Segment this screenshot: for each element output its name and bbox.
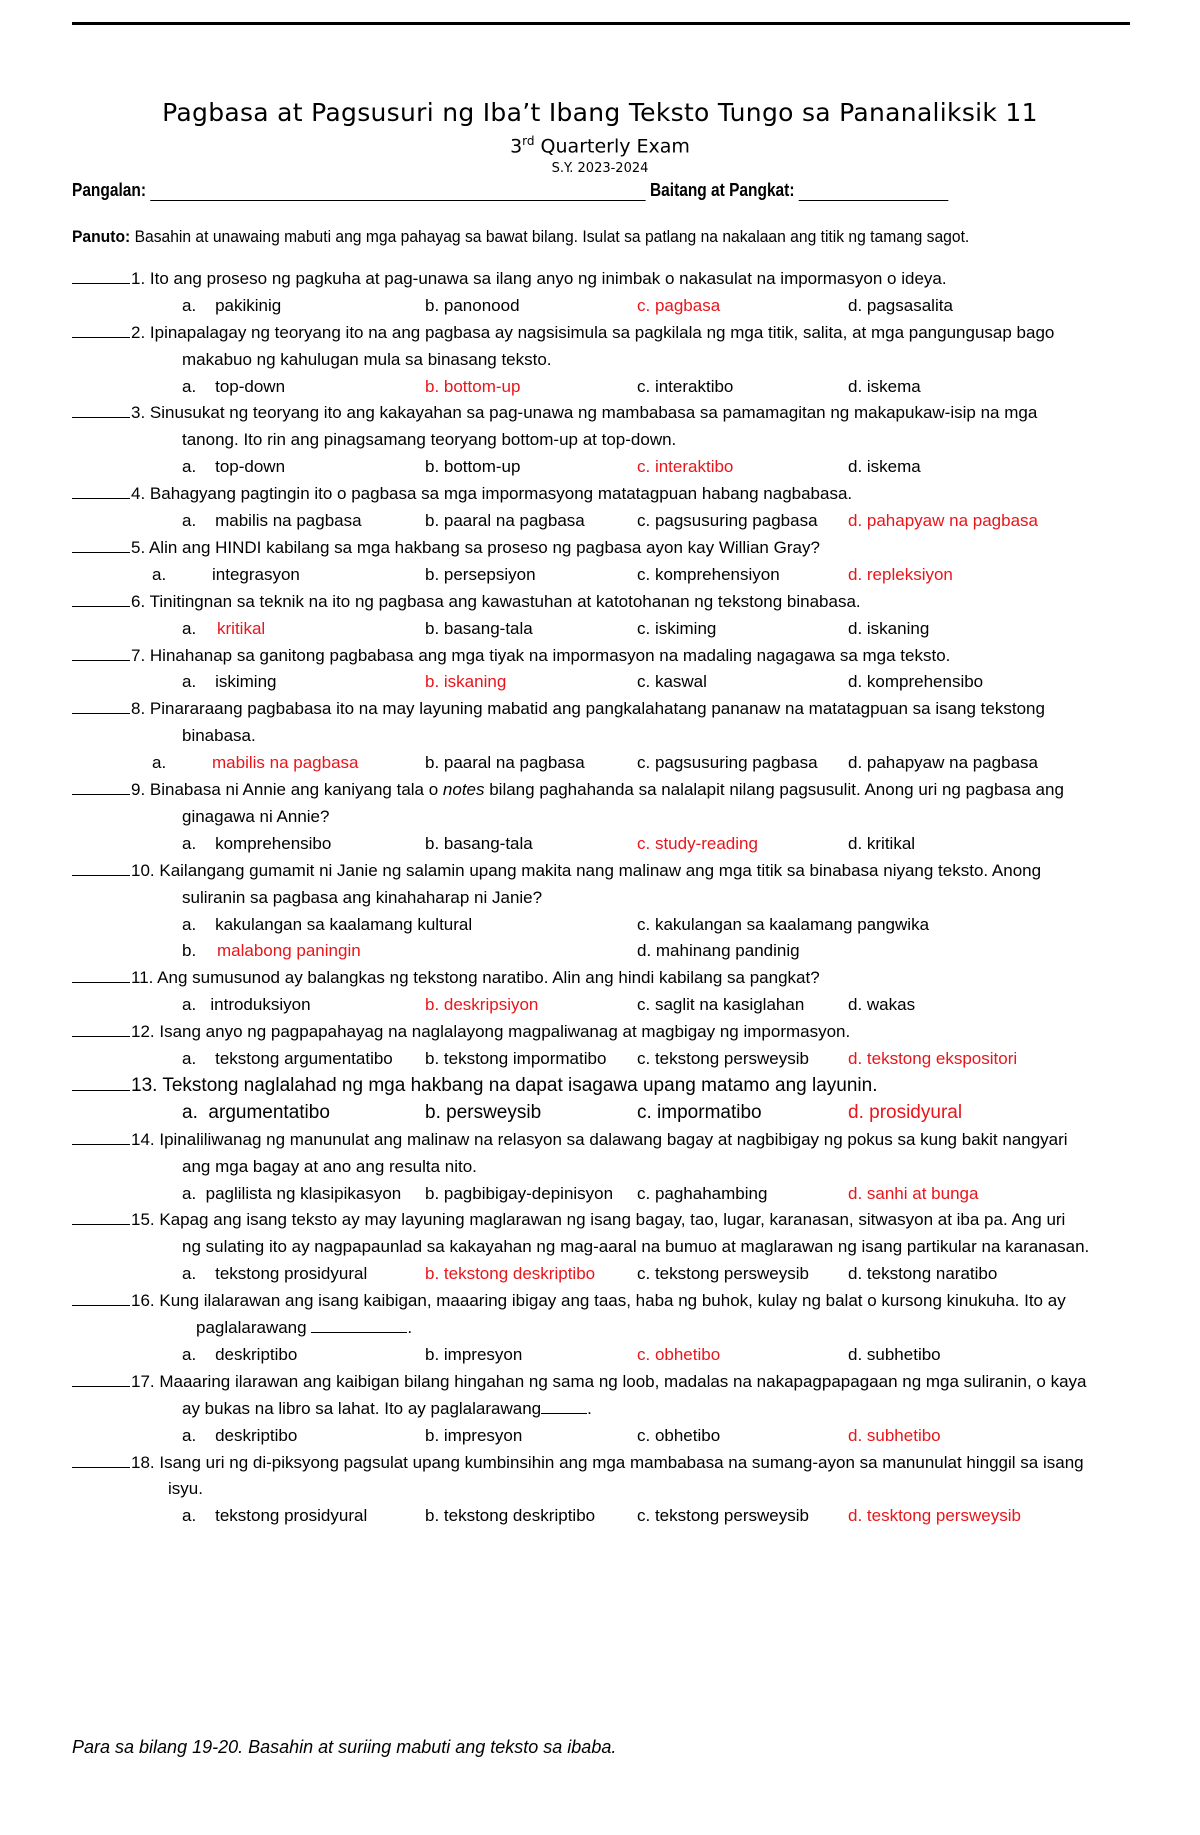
option-b-letter: b. [182, 941, 197, 961]
instructions [72, 224, 1045, 251]
question-5: 5. Alin ang HINDI kabilang sa mga hakbang sa proseso ng pagbasa ayon kay Willian Gray? [72, 535, 1130, 562]
option-d: d. komprehensibo [848, 672, 984, 692]
option-d: d. pahapyaw na pagbasa [848, 753, 1038, 773]
option-b: b. persepsiyon [425, 564, 536, 584]
question-1: 1. Ito ang proseso ng pagkuha at pag-unawa sa ilang anyo ng inimbak o nakasulat na impormasyon o ideya. [72, 266, 1130, 293]
question-10: 10. Kailangang gumamit ni Janie ng salamin upang makita nang malinaw ang mga titik sa binabasa niyang teksto. Anong suliranin sa pagbasa ang kinahaharap ni Janie? [72, 858, 1130, 912]
answer-blank[interactable] [72, 1451, 130, 1468]
option-d-correct: d. sanhi at bunga [848, 1183, 979, 1203]
option-c: c. kakulangan sa kaalamang pangwika [637, 914, 930, 934]
option-c: c. impormatibo [637, 1101, 762, 1123]
answer-blank[interactable] [72, 966, 130, 983]
question-14: 14. Ipinaliliwanag ng manunulat ang malinaw na relasyon sa dalawang bagay at nagbibigay ng pokus sa kung bakit nangyari ang mga bagay at ano ang resulta nito. [72, 1127, 1130, 1181]
answer-blank[interactable] [72, 267, 130, 284]
option-a: a. kakulangan sa kaalamang kultural [182, 914, 473, 934]
option-a: a. top-down [182, 376, 286, 396]
option-c: c. pagsusuring pagbasa [637, 511, 818, 531]
option-c: c. komprehensiyon [637, 564, 780, 584]
options-12 [72, 1046, 1130, 1073]
option-c: c. tekstong persweysib [637, 1264, 809, 1284]
option-d-correct: d. pahapyaw na pagbasa [848, 511, 1038, 531]
options-1 [72, 293, 1130, 320]
question-2: 2. Ipinapalagay ng teoryang ito na ang pagbasa ay nagsisimula sa pagkilala ng mga titik, salita, at mga pangungusap bago makabuo ng kahulugan mula sa binasang teksto. [72, 320, 1130, 374]
option-c-correct: c. study-reading [637, 833, 758, 853]
option-b: b. tekstong deskriptibo [425, 1506, 596, 1526]
option-c: c. tekstong persweysib [637, 1506, 809, 1526]
option-d: d. iskaning [848, 618, 930, 638]
option-a-letter: a. [182, 618, 197, 638]
option-b: b. impresyon [425, 1425, 523, 1445]
grade-blank[interactable] [799, 182, 949, 201]
option-a-correct: kritikal [217, 618, 266, 638]
options-5 [72, 562, 1130, 589]
option-a: a. introduksiyon [182, 995, 311, 1015]
option-d: d. iskema [848, 457, 921, 477]
option-c-correct: c. obhetibo [637, 1344, 721, 1364]
options-6 [72, 616, 1130, 643]
answer-blank[interactable] [72, 1370, 130, 1387]
exam-body [72, 224, 1130, 1530]
question-16: 16. Kung ilalarawan ang isang kaibigan, maaaring ibigay ang taas, haba ng buhok, kulay ng balat o kursong kinukuha. Ito ay paglalarawang . [72, 1288, 1130, 1342]
option-a: a. top-down [182, 457, 286, 477]
option-b: b. persweysib [425, 1101, 542, 1123]
top-rule [72, 22, 1130, 25]
question-3: 3. Sinusukat ng teoryang ito ang kakayahan sa pag-unawa ng mambabasa sa pamamagitan ng makapukaw-isip na mga tanong. Ito rin ang pinagsamang teoryang bottom-up at top-down. [72, 400, 1130, 454]
options-14 [72, 1181, 1130, 1208]
option-a: a. tekstong argumentatibo [182, 1049, 393, 1068]
option-d: d. pagsasalita [848, 295, 953, 315]
option-a: a. iskiming [182, 672, 277, 692]
school-year: S.Y. 2023-2024 [551, 161, 649, 176]
option-d: d. mahinang pandinig [637, 941, 800, 961]
option-d-correct: d. subhetibo [848, 1425, 941, 1445]
answer-blank[interactable] [72, 1128, 130, 1145]
option-a: a. deskriptibo [182, 1425, 298, 1445]
options-3 [72, 454, 1130, 481]
exam-title: Pagbasa at Pagsusuri ng Iba’t Ibang Teksto Tungo sa Pananaliksik 11 [162, 98, 1038, 127]
answer-blank[interactable] [72, 1208, 130, 1225]
option-b: b. tekstong impormatibo [425, 1049, 607, 1068]
options-17 [72, 1423, 1130, 1450]
instructions-label: Panuto: [72, 227, 131, 246]
question-15: 15. Kapag ang isang teksto ay may layuning maglarawan ng isang bagay, tao, lugar, karanasan, sitwasyon at iba pa. Ang uri ng sulating ito ay nagpapaunlad sa kakayahan ng mag-aaral na bumuo at maglarawan ng isang partikular na karanasan. [72, 1207, 1130, 1261]
option-b: b. basang-tala [425, 618, 533, 638]
option-a-letter: a. [152, 753, 167, 773]
option-d: d. wakas [848, 995, 916, 1015]
option-a: a. mabilis na pagbasa [182, 511, 362, 531]
option-a: a. tekstong prosidyural [182, 1506, 368, 1526]
option-c-correct: c. interaktibo [637, 457, 734, 477]
option-d-correct: d. prosidyural [848, 1101, 963, 1123]
answer-blank[interactable] [72, 1020, 130, 1037]
answer-blank[interactable] [72, 590, 130, 607]
option-b-correct: b. iskaning [425, 672, 507, 692]
question-8: 8. Pinararaang pagbabasa ito na may layuning mabatid ang pangkalahatang pananaw na matatagpuan sa isang tekstong binabasa. [72, 696, 1130, 750]
option-d: d. tekstong naratibo [848, 1264, 998, 1284]
option-a: integrasyon [212, 564, 300, 584]
option-a-letter: a. [152, 564, 167, 584]
options-13 [72, 1100, 1130, 1127]
option-b: b. basang-tala [425, 833, 533, 853]
option-a: a. deskriptibo [182, 1344, 298, 1364]
exam-subtitle: 3rd Quarterly Exam [510, 134, 690, 158]
question-4: 4. Bahagyang pagtingin ito o pagbasa sa mga impormasyong matatagpuan habang nagbabasa. [72, 481, 1130, 508]
option-c: c. iskiming [637, 618, 717, 638]
option-a: a. tekstong prosidyural [182, 1264, 368, 1284]
option-c: c. obhetibo [637, 1425, 721, 1445]
option-d-correct: d. repleksiyon [848, 564, 953, 584]
option-b-correct: b. tekstong deskriptibo [425, 1264, 596, 1284]
answer-blank[interactable] [72, 321, 130, 338]
options-11 [72, 992, 1130, 1019]
option-b: b. paaral na pagbasa [425, 511, 585, 531]
option-c: c. tekstong persweysib [637, 1049, 809, 1068]
question-7: 7. Hinahanap sa ganitong pagbabasa ang mga tiyak na impormasyon na madaling nagagawa sa mga teksto. [72, 643, 1130, 670]
answer-blank[interactable] [72, 644, 130, 661]
option-b-correct: malabong paningin [217, 941, 361, 961]
option-b: b. bottom-up [425, 457, 521, 477]
answer-blank[interactable] [72, 697, 130, 714]
option-b-correct: b. deskripsiyon [425, 995, 539, 1015]
answer-blank[interactable] [72, 1074, 130, 1091]
name-blank[interactable] [150, 182, 645, 201]
answer-blank[interactable] [72, 482, 130, 499]
question-6: 6. Tinitingnan sa teknik na ito ng pagbasa ang kawastuhan at katotohanan ng tekstong binabasa. [72, 589, 1130, 616]
option-a: a. pakikinig [182, 295, 282, 315]
option-a: a. argumentatibo [182, 1101, 330, 1123]
option-c-correct: c. pagbasa [637, 295, 721, 315]
options-8 [72, 750, 1130, 777]
question-18: 18. Isang uri ng di-piksyong pagsulat upang kumbinsihin ang mga mambabasa na sumang-ayon sa manunulat hinggil sa isang isyu. [72, 1450, 1130, 1504]
question-9: 9. Binabasa ni Annie ang kaniyang tala o notes bilang paghahanda sa nalalapit nilang pagsusulit. Anong uri ng pagbasa ang ginagawa ni Annie? [72, 777, 1130, 831]
options-16 [72, 1342, 1130, 1369]
options-10-row1 [72, 912, 1130, 939]
options-10-row2 [72, 938, 1130, 965]
option-b: b. panonood [425, 295, 520, 315]
question-12: 12. Isang anyo ng pagpapahayag na naglalayong magpaliwanag at magbigay ng impormasyon. [72, 1019, 1130, 1046]
fill-blank[interactable] [541, 1397, 587, 1414]
grade-label: Baitang at Pangkat: [649, 180, 795, 200]
option-b: b. paaral na pagbasa [425, 753, 585, 773]
footer-note: Para sa bilang 19-20. Basahin at suriing mabuti ang teksto sa ibaba. [72, 1737, 617, 1757]
name-label: Pangalan: [72, 180, 146, 200]
option-c: c. kaswal [637, 672, 707, 692]
answer-blank[interactable] [72, 401, 130, 418]
option-c: c. saglit na kasiglahan [637, 995, 805, 1015]
option-c: c. paghahambing [637, 1183, 768, 1203]
question-11: 11. Ang sumusunod ay balangkas ng tekstong naratibo. Alin ang hindi kabilang sa pangkat? [72, 965, 1130, 992]
answer-blank[interactable] [72, 859, 130, 876]
option-c: c. pagsusuring pagbasa [637, 753, 818, 773]
answer-blank[interactable] [72, 778, 130, 795]
name-line [72, 180, 982, 201]
question-17: 17. Maaaring ilarawan ang kaibigan bilang hingahan ng sama ng loob, madalas na nakapagpapagaan ng mga suliranin, o kaya ay bukas na libro sa lahat. Ito ay paglalarawang . [72, 1369, 1130, 1423]
option-a-correct: mabilis na pagbasa [212, 753, 359, 773]
options-7 [72, 669, 1130, 696]
option-d-correct: d. tekstong ekspositori [848, 1049, 1018, 1068]
option-d: d. iskema [848, 376, 921, 396]
option-d: d. subhetibo [848, 1344, 941, 1364]
options-18 [72, 1503, 1130, 1530]
fill-blank[interactable] [311, 1316, 407, 1333]
option-b: b. pagbibigay-depinisyon [425, 1183, 614, 1203]
option-c: c. interaktibo [637, 376, 734, 396]
instructions-text: Basahin at unawaing mabuti ang mga pahayag sa bawat bilang. Isulat sa patlang na nakalaan ang titik ng tamang sagot. [130, 227, 970, 246]
option-b-correct: b. bottom-up [425, 376, 521, 396]
options-9 [72, 831, 1130, 858]
option-d: d. kritikal [848, 833, 916, 853]
answer-blank[interactable] [72, 1289, 130, 1306]
answer-blank[interactable] [72, 536, 130, 553]
option-b: b. impresyon [425, 1344, 523, 1364]
question-13: 13. Tekstong naglalahad ng mga hakbang na dapat isagawa upang matamo ang layunin. [72, 1073, 1130, 1100]
options-15 [72, 1261, 1130, 1288]
options-2 [72, 374, 1130, 401]
options-4 [72, 508, 1130, 535]
option-a: a. komprehensibo [182, 833, 332, 853]
option-a: a. paglilista ng klasipikasyon [182, 1183, 402, 1203]
option-d-correct: d. tesktong persweysib [848, 1506, 1021, 1526]
